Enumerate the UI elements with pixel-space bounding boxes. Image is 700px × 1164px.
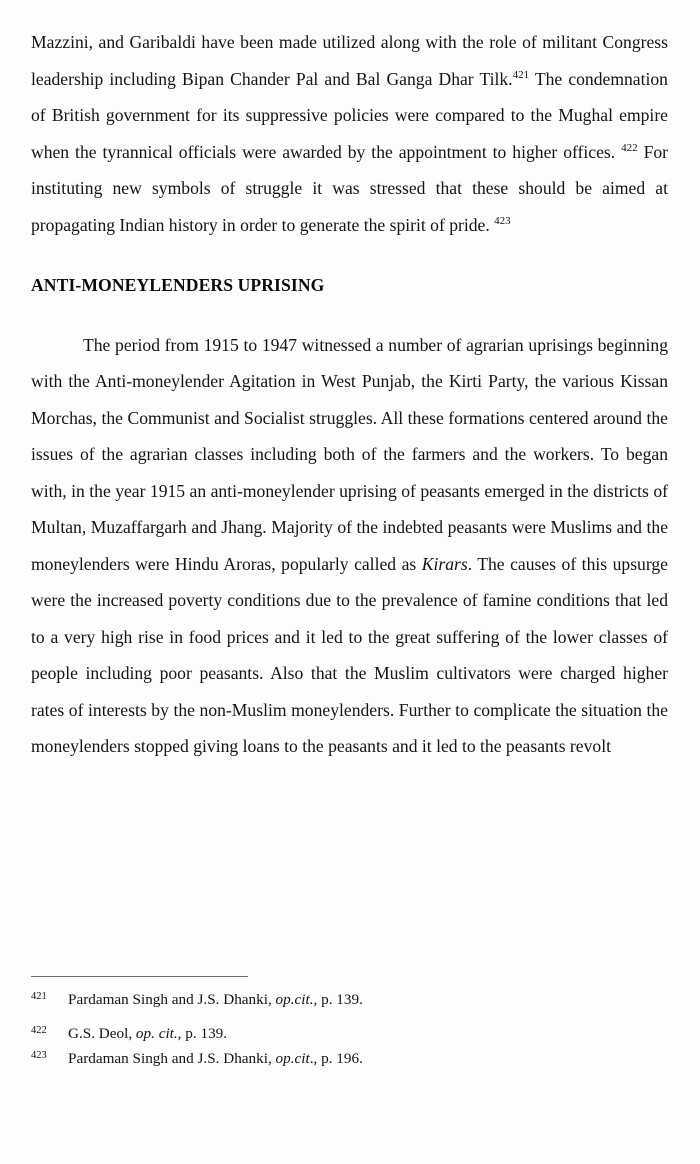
heading-spacer-bottom [31,304,668,327]
footnote-italic-opcit: op. cit., [135,1025,182,1042]
footnote-text [68,1046,668,1071]
footnote-text [68,1021,668,1046]
footnote-italic-opcit: op.cit., [275,991,318,1008]
footnote-number: 422 [31,1025,47,1036]
paragraph-2-part-2: . The causes of this upsurge were the increased poverty conditions due to the prevalence of famine conditions that led to a very high rise in food prices and it led to the great suffering of the lower classes of people including poor peasants. Also that the Muslim cultivators were charged higher rates of interests by the non-Muslim moneylenders. Further to complicate the situation the moneylenders stopped giving loans to the peasants and it led to the peasants revolt [31,553,668,756]
footnote-text-after-italic: p. 139. [317,991,363,1008]
italic-term-kirars: Kirars [421,553,468,574]
footnote-section [31,976,668,1071]
footnote-number: 421 [31,991,47,1002]
footnote-item [31,1046,668,1071]
footnote-number: 423 [31,1050,47,1061]
paragraph-continuation [31,24,668,243]
paragraph-1-text-before-ref-421: Mazzini, and Garibaldi have been made utilized along with the role of militant Congress leadership including Bipan Chander Pal and Bal Ganga Dhar Tilk. [31,32,668,89]
footnote-text [68,987,668,1012]
footnote-italic-opcit: op.cit [275,1050,310,1067]
footnote-item [31,1021,668,1046]
heading-spacer-top [31,243,668,267]
paragraph-1-text-after-ref-422: For instituting new symbols of struggle it was stressed that these should be aimed at propagating Indian history in order to generate the spirit of pride. [31,141,669,235]
footnote-text-after-italic: ., p. 196. [309,1050,363,1067]
footnote-text-after-italic: p. 139. [181,1025,228,1042]
footnote-reference-422: 422 [621,141,638,154]
footnote-reference-423: 423 [494,214,511,227]
page-body-content [31,24,668,765]
footnote-text-before-italic: Pardaman Singh and J.S. Dhanki, [68,1050,276,1067]
paragraph-1-text-after-ref-421: The condemnation of British government for its suppressive policies were compared to the Mughal empire when the tyrannical officials were awarded by the appointment to higher offices. [31,68,668,162]
footnote-item [31,987,668,1012]
footnote-reference-421: 421 [512,68,530,81]
footnote-text-before-italic: Pardaman Singh and J.S. Dhanki, [68,991,276,1008]
section-heading-anti-moneylenders-uprising: ANTI-MONEYLENDERS UPRISING [31,275,325,295]
paragraph-2-part-1: The period from 1915 to 1947 witnessed a number of agrarian uprisings beginning with the Anti-moneylender Agitation in West Punjab, the Kirti Party, the various Kissan Morchas, the Communist and Socialist struggles. All these formations centered around the issues of the agrarian classes including both of the farmers and the workers. To began with, in the year 1915 an anti-moneylender uprising of peasants emerged in the districts of Multan, Muzaffargarh and Jhang. Majority of the indebted peasants were Muslims and the moneylenders were Hindu Aroras, popularly called as [31,334,668,574]
footnote-separator-rule [31,976,248,977]
footnote-text-before-italic: G.S. Deol, [68,1025,136,1042]
paragraph-anti-moneylenders [31,327,668,765]
